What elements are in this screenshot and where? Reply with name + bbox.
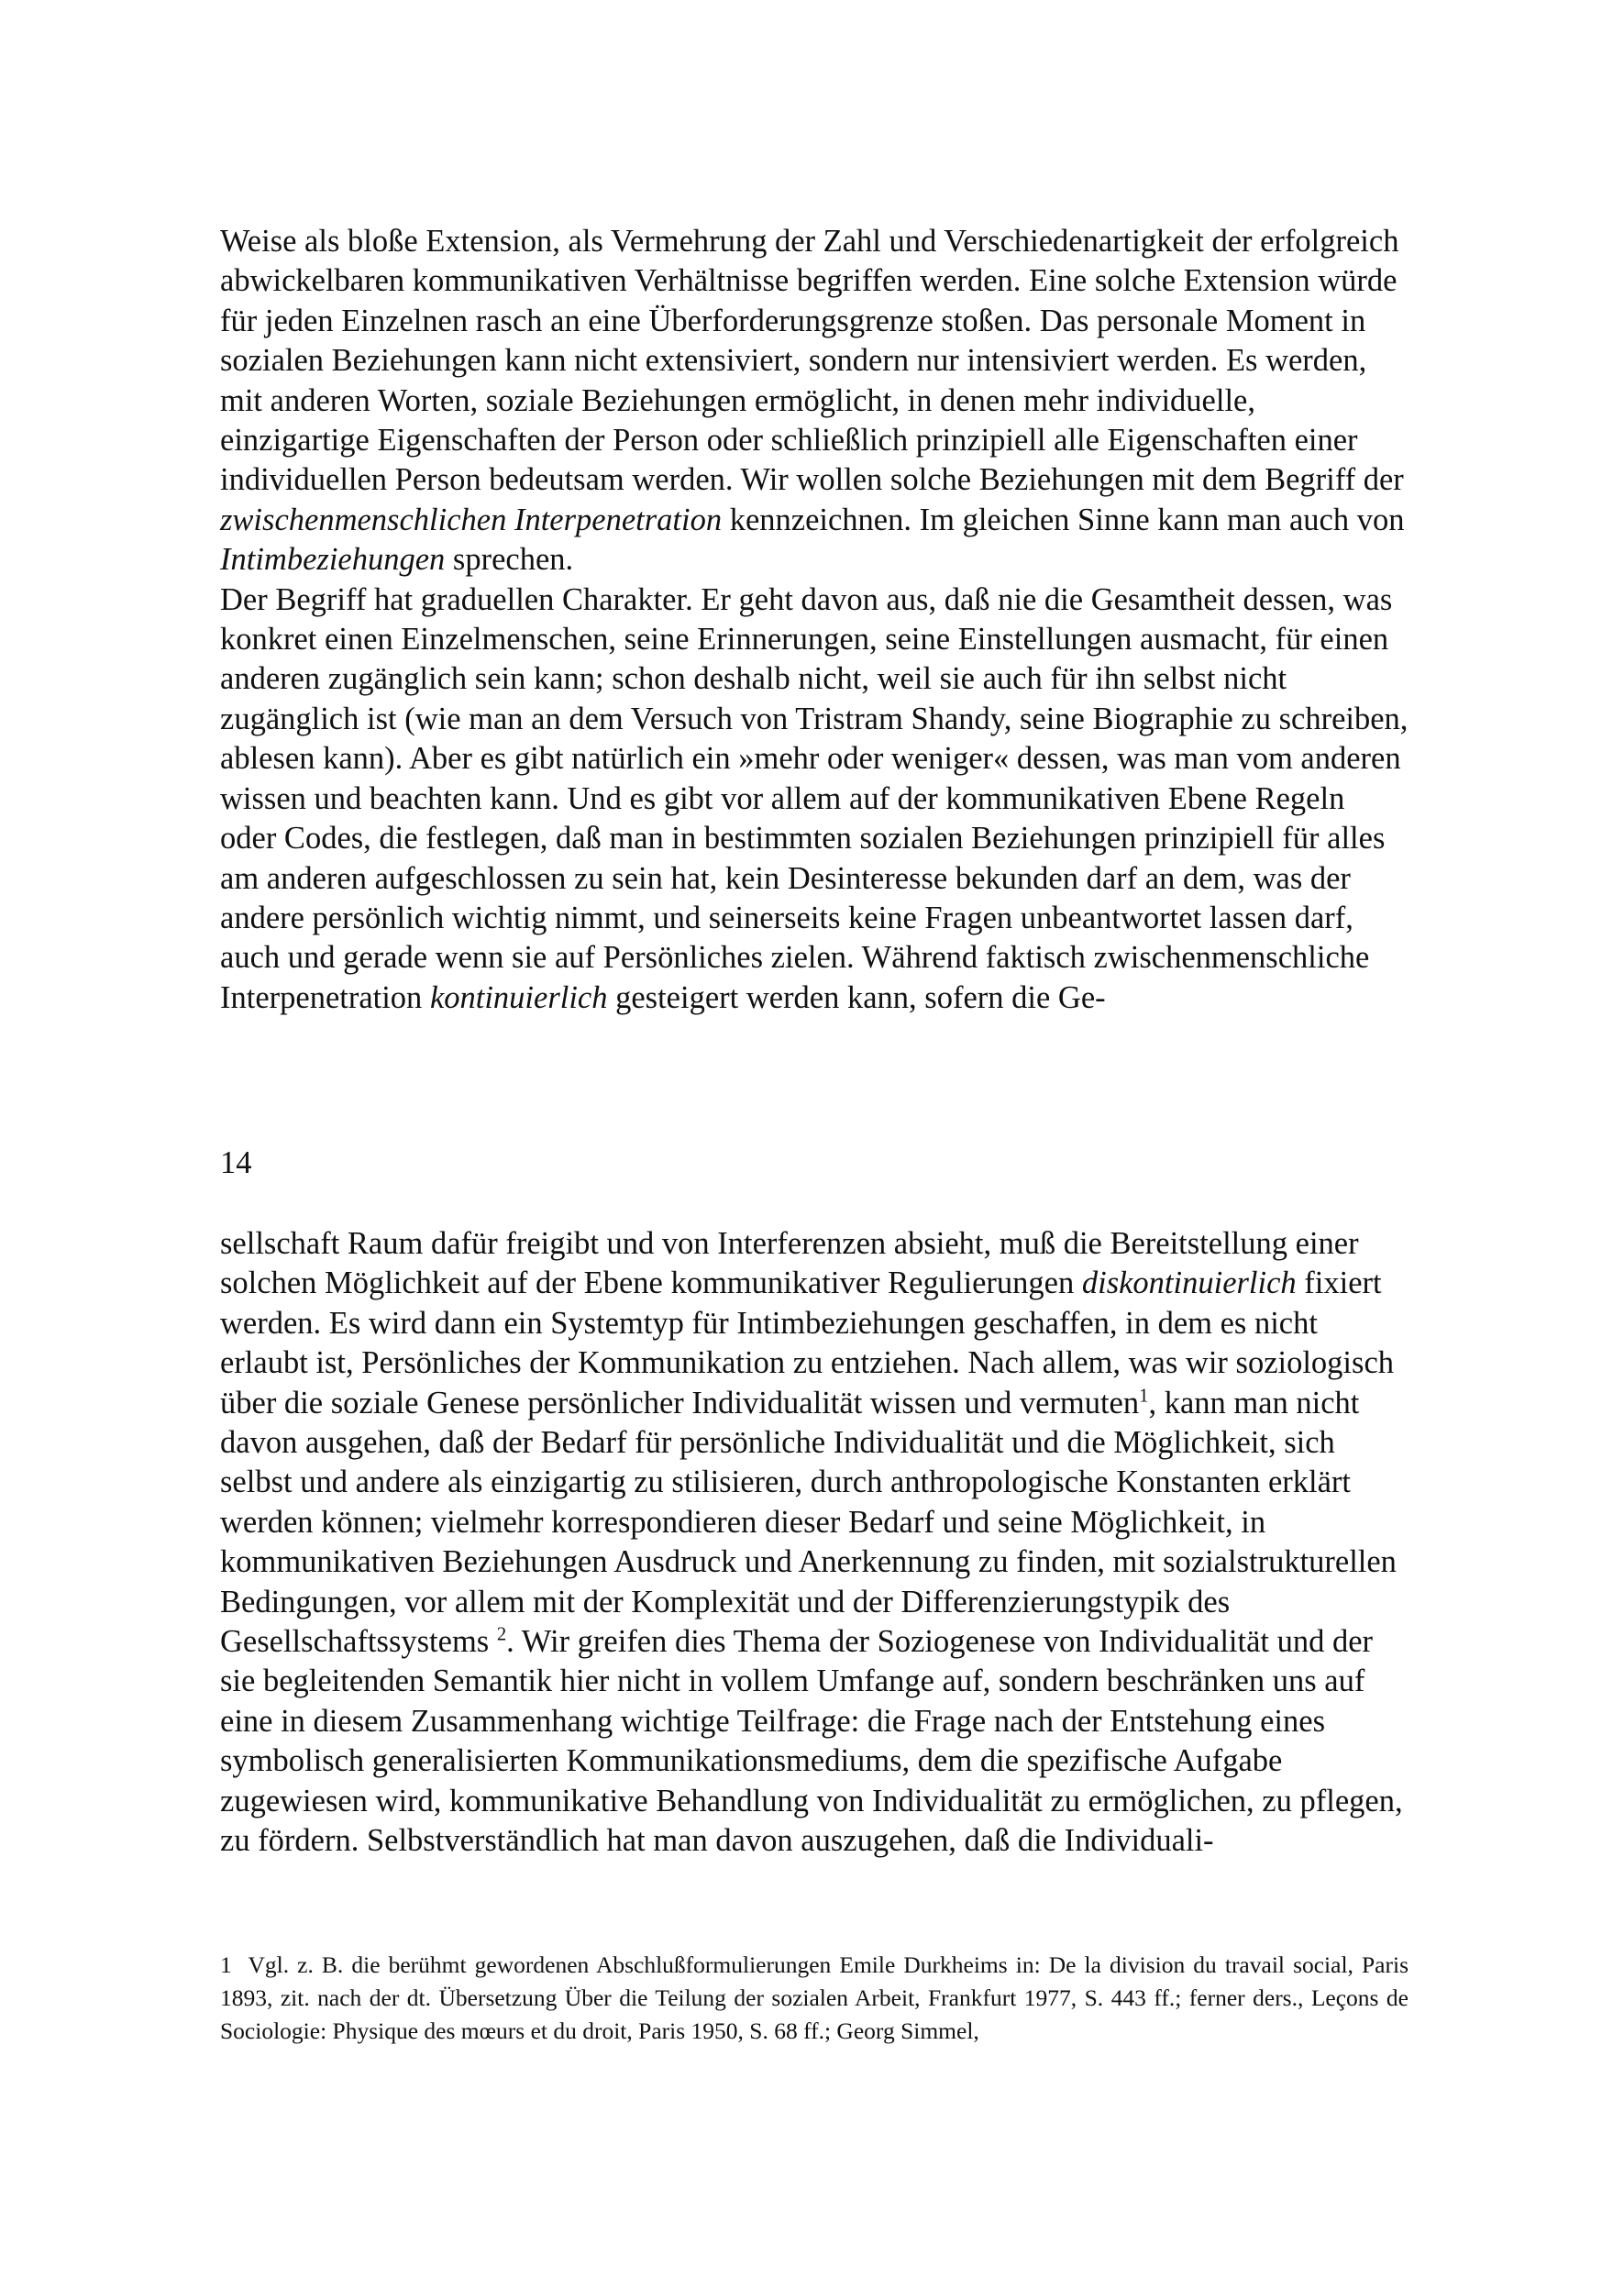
italic-term: zwischenmenschlichen Interpenetration	[220, 502, 723, 537]
text-run: sellschaft Raum dafür freigibt und von Interferenzen absieht, muß die Bereitstellung einer solchen Möglichkeit auf der Ebene kommunikativer Regulierungen	[220, 1226, 1359, 1301]
italic-term: Intimbeziehungen	[220, 542, 446, 578]
text-run: fixiert werden. Es wird dann ein Systemtyp für Intimbeziehungen geschaffen, in dem es nicht erlaubt ist, Persönliches der Kommunikation zu entziehen. Nach allem, was wir soziologisch über die soziale Genese persönlicher Individualität wissen und vermuten	[220, 1266, 1395, 1420]
main-text-top	[220, 222, 1409, 1018]
paragraph-continuation	[220, 1224, 1409, 1862]
text-run: Der Begriff hat graduellen Charakter. Er geht davon aus, daß nie die Gesamtheit dessen, was konkret einen Einzelmenschen, seine Erinnerungen, seine Einstellungen ausmacht, für einen anderen zugänglich sein kann; schon deshalb nicht, weil sie auch für ihn selbst nicht zugänglich ist (wie man an dem Versuch von Tristram Shandy, seine Biographie zu schreiben, ablesen kann). Aber es gibt natürlich ein »mehr oder weniger« dessen, was man vom anderen wissen und beachten kann. Und es gibt vor allem auf der kommunikativen Ebene Regeln oder Codes, die festlegen, daß man in bestimmten sozialen Beziehungen prinzipiell für alles am anderen aufgeschlossen zu sein hat, kein Desinteresse bekunden darf an dem, was der andere persönlich wichtig nimmt, und seinerseits keine Fragen unbeantwortet lassen darf, auch und gerade wenn sie auf Persönliches zielen. Während faktisch zwischenmenschliche Interpenetration	[220, 581, 1409, 1015]
text-run: Weise als bloße Extension, als Vermehrung der Zahl und Verschiedenartigkeit der erfolgreich abwickelbaren kommunikativen Verhältnisse begriffen werden. Eine solche Extension würde für jeden Einzelnen rasch an eine Überforderungsgrenze stoßen. Das personale Moment in sozialen Beziehungen kann nicht extensiviert, sondern nur intensiviert werden. Es werden, mit anderen Worten, soziale Beziehungen ermöglicht, in denen mehr individuelle, einzigartige Eigenschaften der Person oder schließlich prinzipiell alle Eigenschaften einer individuellen Person bedeutsam werden. Wir wollen solche Beziehungen mit dem Begriff der	[220, 224, 1404, 498]
footnote-number: 1	[220, 1951, 232, 1978]
paragraph-interpenetration	[220, 222, 1409, 580]
footnote-text: Vgl. z. B. die berühmt gewordenen Abschlußformulierungen Emile Durkheims in: De la division du travail social, Paris 1893, zit. nach der dt. Übersetzung Über die Teilung der sozialen Arbeit, Frankfurt 1977, S. 443 ff.; ferner ders., Leçons de Sociologie: Physique des mœurs et du droit, Paris 1950, S. 68 ff.; Georg Simmel,	[220, 1951, 1409, 2044]
text-run: , kann man nicht davon ausgehen, daß der Bedarf für persönliche Individualität und die Möglichkeit, sich selbst und andere als einzigartig zu stilisieren, durch anthropologische Konstanten erklärt werden können; vielmehr korrespondieren dieser Bedarf und seine Möglichkeit, in kommunikativen Beziehungen Ausdruck und Anerkennung zu finden, mit sozialstrukturellen Bedingungen, vor allem mit der Komplexität und der Differenzierungstypik des Gesellschaftssystems	[220, 1385, 1397, 1660]
italic-term: diskontinuierlich	[1081, 1266, 1297, 1301]
paragraph-gradual-character	[220, 580, 1409, 1018]
text-run: kennzeichnen. Im gleichen Sinne kann man auch von	[722, 502, 1405, 537]
text-run: . Wir greifen dies Thema der Soziogenese von Individualität und der sie begleitenden Semantik hier nicht in vollem Umfange auf, sondern beschränken uns auf eine in diesem Zusammenhang wichtige Teilfrage: die Frage nach der Entstehung eines symbolisch generalisierten Kommunikationsmediums, dem die spezifische Aufgabe zugewiesen wird, kommunikative Behandlung von Individualität zu ermöglichen, zu pflegen, zu fördern. Selbstverständlich hat man davon auszugehen, daß die Individuali-	[220, 1624, 1403, 1859]
text-run: sprechen.	[445, 542, 574, 578]
footnote	[220, 1949, 1409, 2048]
footnote-reference[interactable]: 2	[496, 1624, 507, 1645]
text-run: gesteigert werden kann, sofern die Ge-	[607, 979, 1106, 1015]
italic-term: kontinuierlich	[429, 979, 608, 1015]
page-number: 14	[220, 1145, 252, 1180]
main-text-bottom	[220, 1224, 1409, 1862]
footnote-reference[interactable]: 1	[1139, 1386, 1149, 1407]
